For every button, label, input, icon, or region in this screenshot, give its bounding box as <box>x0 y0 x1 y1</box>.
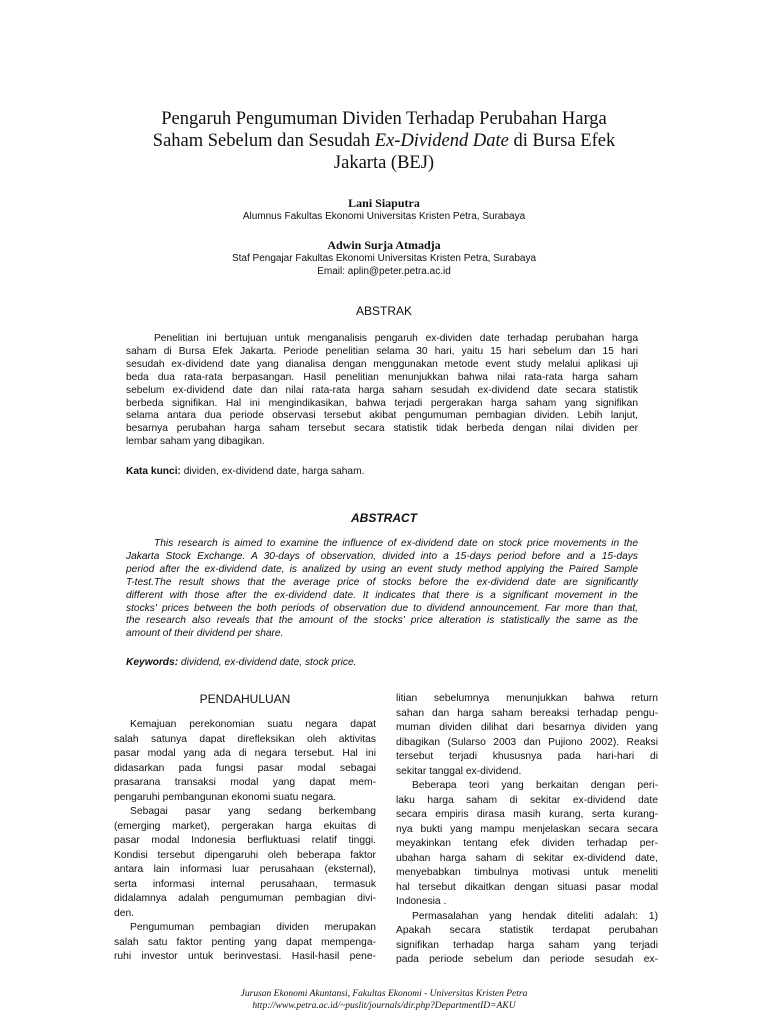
title-line-2 <box>80 130 688 152</box>
col-right-line: sahan dan harga saham bereaksi terhadap pengu- <box>396 707 658 719</box>
col-right-line: meyakinkan tentang efek dividen terhadap per- <box>396 838 658 849</box>
abstrak-body-line: berbeda signifikan. Hal ini mengindikasikan, bahwa terjadi pergerakan harga saham yang signifikan <box>126 397 638 409</box>
author-1-affiliation: Alumnus Fakultas Ekonomi Universitas Kristen Petra, Surabaya <box>242 211 526 222</box>
title-line-2a: Saham Sebelum dan Sesudah <box>152 131 375 151</box>
kata-kunci-label: Kata kunci: <box>126 466 181 477</box>
col-right-line: tersebut terjadi khususnya pada hari-hari di <box>396 751 658 762</box>
abstract-body-line: different with those after the ex-dividend date. It indicates that there is a significant movement in the <box>126 589 638 601</box>
col-right-line: secara empiris dirasa masih kurang, serta kurang- <box>396 809 658 820</box>
col-left-line: pengaruhi pembangunan ekonomi suatu negara. <box>114 791 337 803</box>
abstrak-keywords <box>126 466 638 477</box>
abstract-body-line: stocks' prices between the both periods of observation due to dividend announcement. Far more than that, <box>126 602 638 614</box>
footer-department: Jurusan Ekonomi Akuntansi, Fakultas Ekonomi - Universitas Kristen Petra <box>240 989 528 999</box>
abstrak-body-line: beda dua rata-rata berpasangan. Hasil penelitian menunjukkan bahwa nilai rata-rata harga saham <box>126 371 638 383</box>
page-footer <box>0 988 768 1012</box>
col-left-line: Kondisi tersebut dipengaruhi oleh beberapa faktor <box>114 849 376 861</box>
abstract-keywords <box>126 657 638 668</box>
col-right-line: hal tersebut dikaitkan dengan situasi pasar modal <box>396 881 658 893</box>
col-right-line: litian sebelumnya menunjukkan bahwa return <box>396 693 658 704</box>
abstrak-body-line: sebelum ex-dividend date dan nilai rata-rata harga saham sesudah ex-dividend date secara statistik <box>126 384 638 396</box>
col-right-line: menyebabkan timbulnya motivasi untuk meneliti <box>396 867 658 878</box>
col-right-line: sekitar tanggal ex-dividend. <box>396 765 522 777</box>
abstract-body-line: the research also reveals that the amount of the stocks' price alteration is statistically the same as the <box>126 615 638 627</box>
author-2-email: Email: aplin@peter.petra.ac.id <box>317 266 451 277</box>
col-left-line: pasar modal yang ada di negara tersebut. Hal ini <box>114 748 376 759</box>
body-column-left <box>114 718 376 965</box>
title-line-2b: di Bursa Efek <box>508 131 616 151</box>
col-right-line: laku harga saham di sekitar ex-dividend date <box>396 794 658 806</box>
keywords-label: Keywords: <box>126 657 179 668</box>
abstrak-heading: ABSTRAK <box>355 304 412 318</box>
abstract-body-line: T-test.The result shows that the average price of stocks before the ex-dividend date are significantly <box>126 576 638 588</box>
kata-kunci-text: dividen, ex-dividend date, harga saham. <box>180 466 365 477</box>
col-left-line: Sebagai pasar yang sedang berkembang <box>130 806 376 817</box>
abstract-body-line: Jakarta Stock Exchange. A 30-days of observation, divided into a 15-days period before and a 15-days <box>126 550 638 562</box>
col-left-line: antara lain informasi luar perusahaan (eksternal), <box>114 864 376 875</box>
author-1-name: Lani Siaputra <box>348 196 420 210</box>
col-left-line: ruhi investor untuk berinvestasi. Hasil-hasil pene- <box>114 951 376 962</box>
col-left-line: den. <box>114 907 135 919</box>
abstrak-body-line: selama antara dua periode observasi tersebut akibat pengumuman pembagian dividen. Lebih lanjut, <box>126 410 638 422</box>
author-2-affiliation: Staf Pengajar Fakultas Ekonomi Universitas Kristen Petra, Surabaya <box>231 253 537 264</box>
keywords-text: dividend, ex-dividend date, stock price. <box>178 657 357 668</box>
col-right-line: pada periode sebelum dan periode sesudah ex- <box>396 954 658 965</box>
col-left-line: Pengumuman pembagian dividen merupakan <box>130 922 376 933</box>
abstrak-body <box>126 333 638 449</box>
title-line-2-emph: Ex-Dividend Date <box>374 131 509 151</box>
col-left-line: didalamnya adalah pengumuman pembagian divi- <box>114 893 376 904</box>
col-right-line: signifikan terhadap harga saham yang terjadi <box>396 939 658 951</box>
pendahuluan-heading: PENDAHULUAN <box>199 692 291 706</box>
col-left-line: Kemajuan perekonomian suatu negara dapat <box>130 719 376 730</box>
paper-title <box>80 108 688 174</box>
col-right-line: Beberapa teori yang berkaitan dengan peri- <box>412 780 658 791</box>
col-left-line: pasar modal Indonesia berfluktuasi relatif tinggi. <box>114 835 376 846</box>
abstract-body-line: This research is aimed to examine the influence of ex-dividend date on stock price movements in the <box>154 538 638 549</box>
col-right-line: nya bukti yang mampu menjelaskan secara secara <box>396 823 658 835</box>
abstract-heading: ABSTRACT <box>351 511 417 525</box>
col-right-line: Apakah secara statistik terdapat perubahan <box>396 925 658 936</box>
abstrak-body-line: saham di Bursa Efek Jakarta. Periode penelitian selama 30 hari, yaitu 15 hari sebelum dan 15 hari <box>126 345 638 357</box>
abstrak-body-line: sesudah ex-dividend date yang dianalisa dengan menggunakan metode event study melalui aplikasi uji <box>126 358 638 370</box>
col-left-line: salah satu faktor penting yang dapat mempenga- <box>114 936 376 948</box>
col-right-line: muman dividen dilihat dari besarnya dividen yang <box>396 722 658 733</box>
col-right-line: dibagikan (Sularso 2003 dan Pujiono 2002). Reaksi <box>396 736 658 748</box>
abstract-body-line: amount of their dividend per share. <box>126 628 284 640</box>
abstract-body-line: period after the ex-dividend date, is analized by using an event study method applying the Paired Sample <box>126 563 638 575</box>
author-2-name: Adwin Surja Atmadja <box>327 238 441 252</box>
col-left-line: salah satunya dapat direfleksikan oleh aktivitas <box>114 733 376 745</box>
col-left-line: didasarkan pada fungsi pasar modal sebagai <box>114 762 376 774</box>
title-line-1: Pengaruh Pengumuman Dividen Terhadap Perubahan Harga <box>161 109 607 129</box>
abstrak-body-line: lembar saham yang dibagikan. <box>126 436 265 448</box>
col-left-line: serta informasi internal perusahaan, termasuk <box>114 878 376 890</box>
abstrak-body-line: Penelitian ini bertujuan untuk menganalisis pengaruh ex-dividen date terhadap perubahan harga <box>154 333 638 344</box>
abstract-body <box>126 538 638 641</box>
col-right-line: ubahan harga saham di sekitar ex-dividend date, <box>396 852 658 864</box>
col-right-line: Indonesia . <box>396 896 447 907</box>
footer-url: http://www.petra.ac.id/~puslit/journals/dir.php?DepartmentID=AKU <box>252 1001 516 1011</box>
abstrak-body-line: besarnya perubahan harga saham tersebut secara statistik tidak berbeda dengan nilai dividen per <box>126 423 638 435</box>
title-line-3: Jakarta (BEJ) <box>333 153 435 173</box>
body-column-right <box>396 692 658 968</box>
col-left-line: prasarana transaksi modal yang dapat mem- <box>114 777 376 788</box>
col-right-line: Permasalahan yang hendak diteliti adalah: 1) <box>412 910 658 922</box>
col-left-line: (emerging market), pergerakan harga ekuitas di <box>114 820 376 832</box>
